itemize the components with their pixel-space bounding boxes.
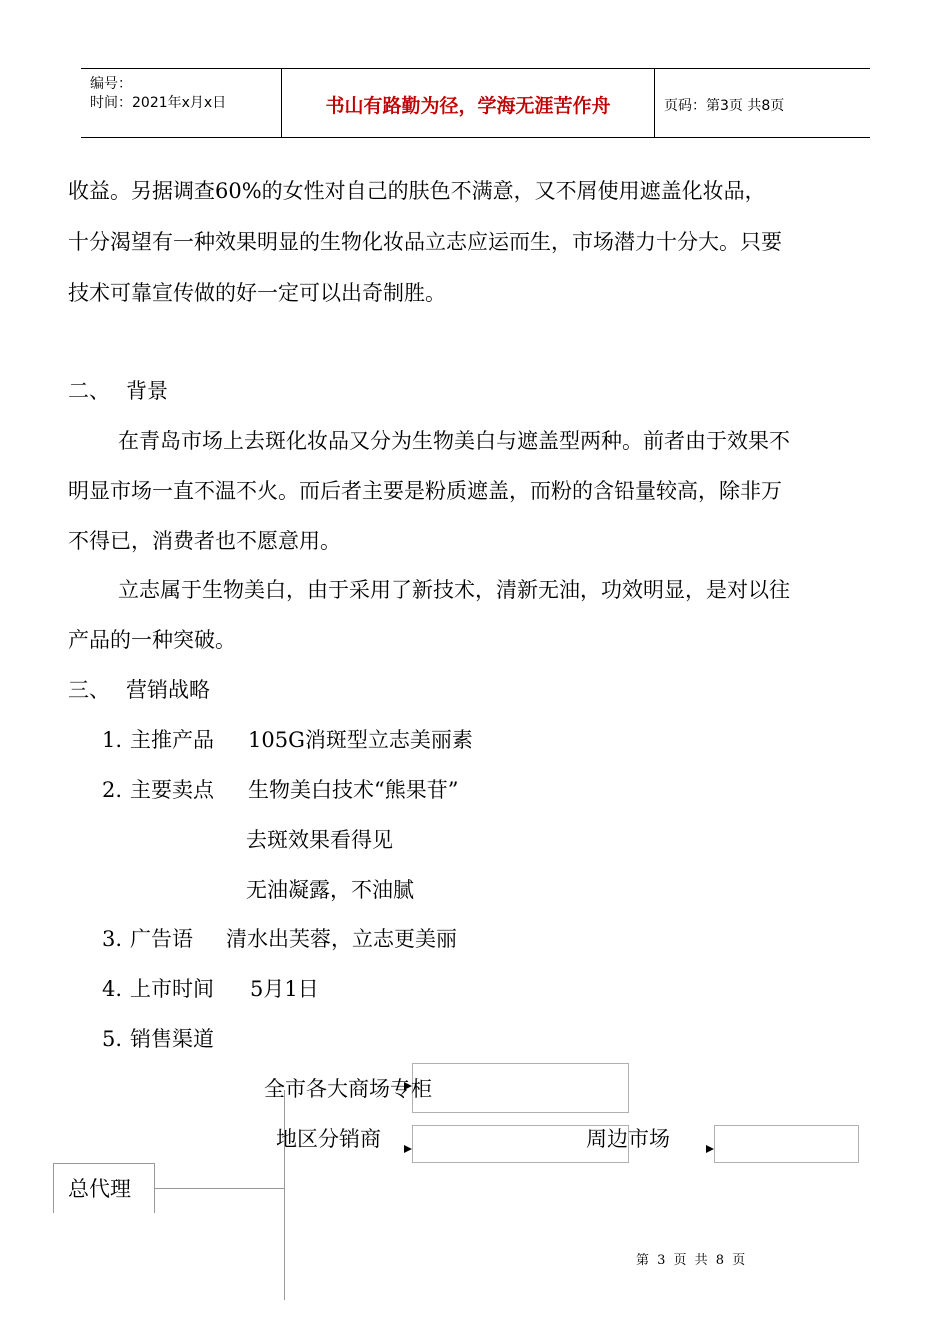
page-header: [81, 68, 870, 138]
header-motto: 书山有路勤为径，学海无涯苦作舟: [325, 95, 611, 117]
diagram-connector: [155, 1188, 284, 1189]
section-number: 二、: [68, 379, 110, 403]
section-number: 三、: [68, 678, 110, 702]
diagram-agent-border-left: [53, 1163, 54, 1213]
list-item-value: 无油凝露，不油腻: [246, 878, 414, 902]
list-item-label: 主要卖点: [130, 778, 214, 802]
section-title: 营销战略: [126, 678, 210, 702]
diagram-agent-border-top: [53, 1163, 154, 1164]
header-motto-cell: [282, 69, 655, 137]
list-item-label: 销售渠道: [130, 1027, 214, 1051]
diagram-box-surrounding: [714, 1125, 859, 1163]
list-item-number: 4.: [102, 977, 123, 1001]
header-number: 编号：: [90, 76, 132, 92]
list-item-number: 2.: [102, 778, 123, 802]
diagram-trunk-line: [284, 1090, 285, 1300]
diagram-node-surrounding: 周边市场: [586, 1127, 670, 1151]
header-page-cell: [655, 69, 870, 137]
list-item-number: 1.: [102, 728, 123, 752]
header-time: 时间：2021年x月x日: [90, 95, 227, 111]
list-item-number: 5.: [102, 1027, 123, 1051]
arrow-right-icon: [706, 1145, 714, 1153]
list-item-label: 广告语: [130, 927, 193, 951]
paragraph-line: 不得已，消费者也不愿意用。: [68, 529, 341, 553]
header-page-number: 页码：第3页 共8页: [664, 98, 785, 114]
paragraph-line: 产品的一种突破。: [68, 628, 236, 652]
diagram-node-agent: 总代理: [68, 1177, 131, 1201]
header-meta: [81, 69, 282, 137]
arrow-right-icon: [404, 1145, 412, 1153]
list-item-value: 清水出芙蓉，立志更美丽: [226, 927, 457, 951]
paragraph-line: 十分渴望有一种效果明显的生物化妆品立志应运而生，市场潜力十分大。只要: [68, 230, 782, 254]
paragraph-line: 在青岛市场上去斑化妆品又分为生物美白与遮盖型两种。前者由于效果不: [118, 429, 790, 453]
list-item-number: 3.: [102, 927, 123, 951]
list-item-value: 生物美白技术“熊果苷”: [248, 778, 459, 802]
diagram-node-malls: 全市各大商场专柜: [264, 1077, 432, 1101]
list-item-value: 5月1日: [250, 977, 319, 1001]
section-title: 背景: [126, 379, 168, 403]
paragraph-line: 技术可靠宣传做的好一定可以出奇制胜。: [68, 281, 446, 305]
list-item-value: 105G消斑型立志美丽素: [248, 728, 473, 752]
footer-page-number: 第 3 页 共 8 页: [636, 1253, 748, 1268]
paragraph-line: 明显市场一直不温不火。而后者主要是粉质遮盖，而粉的含铅量较高，除非万: [68, 479, 782, 503]
paragraph-line: 收益。另据调查60%的女性对自己的肤色不满意，又不屑使用遮盖化妆品，: [68, 179, 766, 203]
paragraph-line: 立志属于生物美白，由于采用了新技术，清新无油，功效明显，是对以往: [118, 578, 790, 602]
list-item-value: 去斑效果看得见: [246, 828, 393, 852]
list-item-label: 主推产品: [130, 728, 214, 752]
list-item-label: 上市时间: [130, 977, 214, 1001]
diagram-box-malls: [412, 1063, 629, 1113]
diagram-node-regional: 地区分销商: [276, 1127, 381, 1151]
